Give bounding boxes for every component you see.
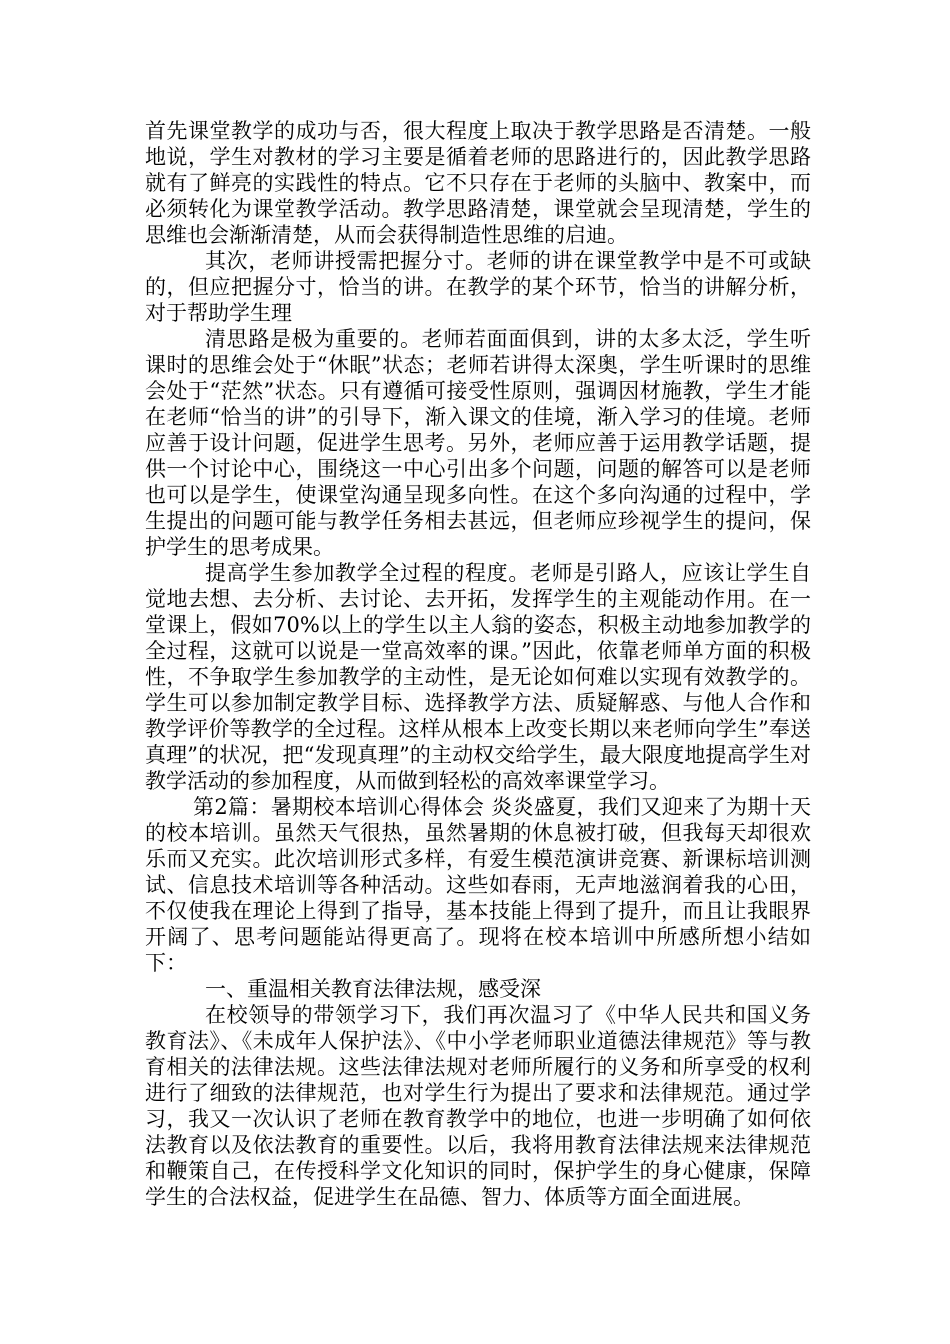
section-heading-law: 一、重温相关教育法律法规，感受深 [205,977,541,1001]
paragraph-teacher-lecture: 其次，老师讲授需把握分寸。老师的讲在课堂教学中是不可或缺的，但应把握分寸，恰当的讲。在教学的某个环节，恰当的讲解分析，对于帮助学生理 [145,249,811,325]
paragraph-student-participation: 提高学生参加教学全过程的程度。老师是引路人，应该让学生自觉地去想、去分析、去讨论、去开拓，发挥学生的主观能动作用。在一堂课上，假如70%以上的学生以主人翁的姿态，积极主动地参加教学的全过程，这就可以说是一堂高效率的课。”因此，依靠老师单方面的积极性，不争取学生参加教学的主动性，是无论如何难以实现有效教学的。学生可以参加制定教学目标、选择教学方法、质疑解惑、与他人合作和教学评价等教学的全过程。这样从根本上改变长期以来老师向学生”奉送真理”的状况，把“发现真理”的主动权交给学生，最大限度地提高学生对教学活动的参加程度，从而做到轻松的高效率课堂学习。 [145,561,811,793]
document-body [145,118,811,1210]
paragraph-clear-thinking: 清思路是极为重要的。老师若面面俱到，讲的太多太泛，学生听课时的思维会处于“休眠”状态；老师若讲得太深奥，学生听课时的思维会处于“茫然”状态。只有遵循可接受性原则，强调因材施教，学生才能在老师“恰当的讲”的引导下，渐入课文的佳境，渐入学习的佳境。老师应善于设计问题，促进学生思考。另外，老师应善于运用教学话题，提供一个讨论中心，围绕这一中心引出多个问题，问题的解答可以是老师也可以是学生，使课堂沟通呈现多向性。在这个多向沟通的过程中，学生提出的问题可能与教学任务相去甚远，但老师应珍视学生的提问，保护学生的思考成果。 [145,327,811,559]
paragraph-law-study: 在校领导的带领学习下，我们再次温习了《中华人民共和国义务教育法》、《未成年人保护法》、《中小学老师职业道德法律规范》等与教育相关的法律法规。这些法律法规对老师所履行的义务和所享受的权利进行了细致的法律规范，也对学生行为提出了要求和法律规范。通过学习，我又一次认识了老师在教育教学中的地位，也进一步明确了如何依法教育以及依法教育的重要性。以后，我将用教育法律法规来法律规范和鞭策自己，在传授科学文化知识的同时，保护学生的身心健康，保障学生的合法权益，促进学生在品德、智力、体质等方面全面进展。 [145,1003,811,1209]
paragraph-teaching-ideas: 首先课堂教学的成功与否，很大程度上取决于教学思路是否清楚。一般地说，学生对教材的学习主要是循着老师的思路进行的，因此教学思路就有了鲜亮的实践性的特点。它不只存在于老师的头脑中、教案中，而必须转化为课堂教学活动。教学思路清楚，课堂就会呈现清楚，学生的思维也会渐渐清楚，从而会获得制造性思维的启迪。 [145,119,811,247]
paragraph-article-2-intro: 第2篇：暑期校本培训心得体会 炎炎盛夏，我们又迎来了为期十天的校本培训。虽然天气很热，虽然暑期的休息被打破，但我每天却很欢乐而又充实。此次培训形式多样，有爱生模范演讲竞赛、新课标培训测试、信息技术培训等各种活动。这些如春雨，无声地滋润着我的心田，不仅使我在理论上得到了指导，基本技能上得到了提升，而且让我眼界开阔了、思考问题能站得更高了。现将在校本培训中所感所想小结如下： [145,795,811,975]
